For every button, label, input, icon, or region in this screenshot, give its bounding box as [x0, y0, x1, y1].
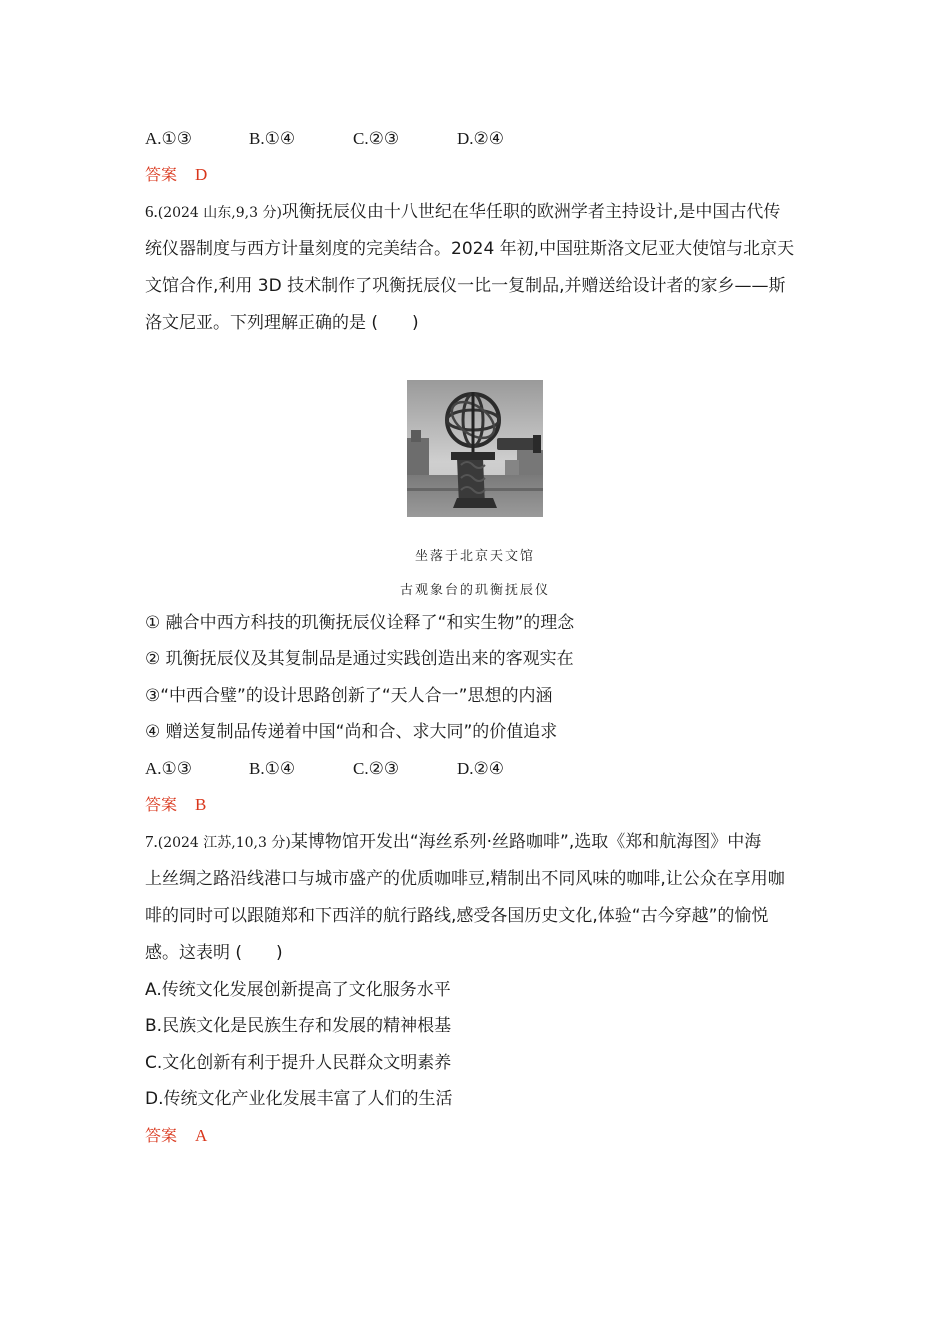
q6-stem-line-1 [145, 201, 780, 224]
q6-stem-text-1: 巩衡抚辰仪由十八世纪在华任职的欧洲学者主持设计,是中国古代传 [281, 202, 781, 222]
q7-answer [145, 1125, 207, 1147]
q6-stem-line-4: 洛文尼亚。下列理解正确的是 ( ) [145, 313, 419, 333]
q7-stem-line-2: 上丝绸之路沿线港口与城市盛产的优质咖啡豆,精制出不同风味的咖啡,让公众在享用咖 [145, 869, 785, 889]
q7-stem-line-4: 感。这表明 ( ) [145, 943, 283, 963]
q6-answer [145, 794, 206, 816]
q6-statement-1: ① 融合中西方科技的玑衡抚辰仪诠释了“和实生物”的理念 [145, 613, 575, 633]
q5-option-d: D.②④ [457, 129, 505, 148]
q6-source: (2024 山东,9,3 分) [157, 205, 282, 221]
q5-option-a: A.①③ [145, 129, 193, 148]
q6-statement-4: ④ 赠送复制品传递着中国“尚和合、求大同”的价值追求 [145, 722, 558, 742]
q6-option-b: B.①④ [249, 759, 296, 778]
q5-option-c: C.②③ [353, 129, 400, 148]
q6-statement-3: ③“中西合璧”的设计思路创新了“天人合一”思想的内涵 [145, 686, 553, 706]
q7-stem-text-1: 某博物馆开发出“海丝系列·丝路咖啡”,选取《郑和航海图》中海 [290, 832, 762, 852]
q5-answer-value: D [195, 165, 208, 184]
q5-option-b: B.①④ [249, 129, 296, 148]
q5-options [145, 128, 561, 150]
photo-caption-line-1: 坐落于北京天文馆 [414, 549, 535, 564]
q7-option-c: C.文化创新有利于提升人民群众文明素养 [145, 1053, 452, 1073]
q7-stem-line-3: 啡的同时可以跟随郑和下西洋的航行路线,感受各国历史文化,体验“古今穿越”的愉悦 [145, 906, 769, 926]
q6-option-c: C.②③ [353, 759, 400, 778]
q7-number: 7. [145, 832, 158, 851]
q7-answer-value: A [195, 1126, 208, 1145]
q6-option-d: D.②④ [457, 759, 505, 778]
q7-option-a: A.传统文化发展创新提高了文化服务水平 [145, 980, 451, 1000]
q6-number: 6. [145, 202, 158, 221]
q7-option-b: B.民族文化是民族生存和发展的精神根基 [145, 1016, 452, 1036]
armillary-sphere-photo [407, 380, 543, 517]
q6-option-a: A.①③ [145, 759, 193, 778]
q6-statement-2: ② 玑衡抚辰仪及其复制品是通过实践创造出来的客观实在 [145, 649, 574, 669]
q6-answer-value: B [195, 795, 207, 814]
q5-answer [145, 164, 207, 186]
q5-answer-label: 答案 [145, 165, 178, 184]
q7-stem-line-1 [145, 831, 761, 854]
q6-stem-line-3: 文馆合作,利用 3D 技术制作了巩衡抚辰仪一比一复制品,并赠送给设计者的家乡——斯 [145, 276, 786, 296]
q7-option-d: D.传统文化产业化发展丰富了人们的生活 [145, 1089, 453, 1109]
q7-source: (2024 江苏,10,3 分) [157, 835, 291, 851]
q7-answer-label: 答案 [145, 1126, 178, 1145]
photo-caption-line-2: 古观象台的玑衡抚辰仪 [399, 583, 550, 598]
q6-stem-line-2: 统仪器制度与西方计量刻度的完美结合。2024 年初,中国驻斯洛文尼亚大使馆与北京天 [145, 239, 795, 259]
q6-options [145, 758, 561, 780]
q6-answer-label: 答案 [145, 795, 178, 814]
